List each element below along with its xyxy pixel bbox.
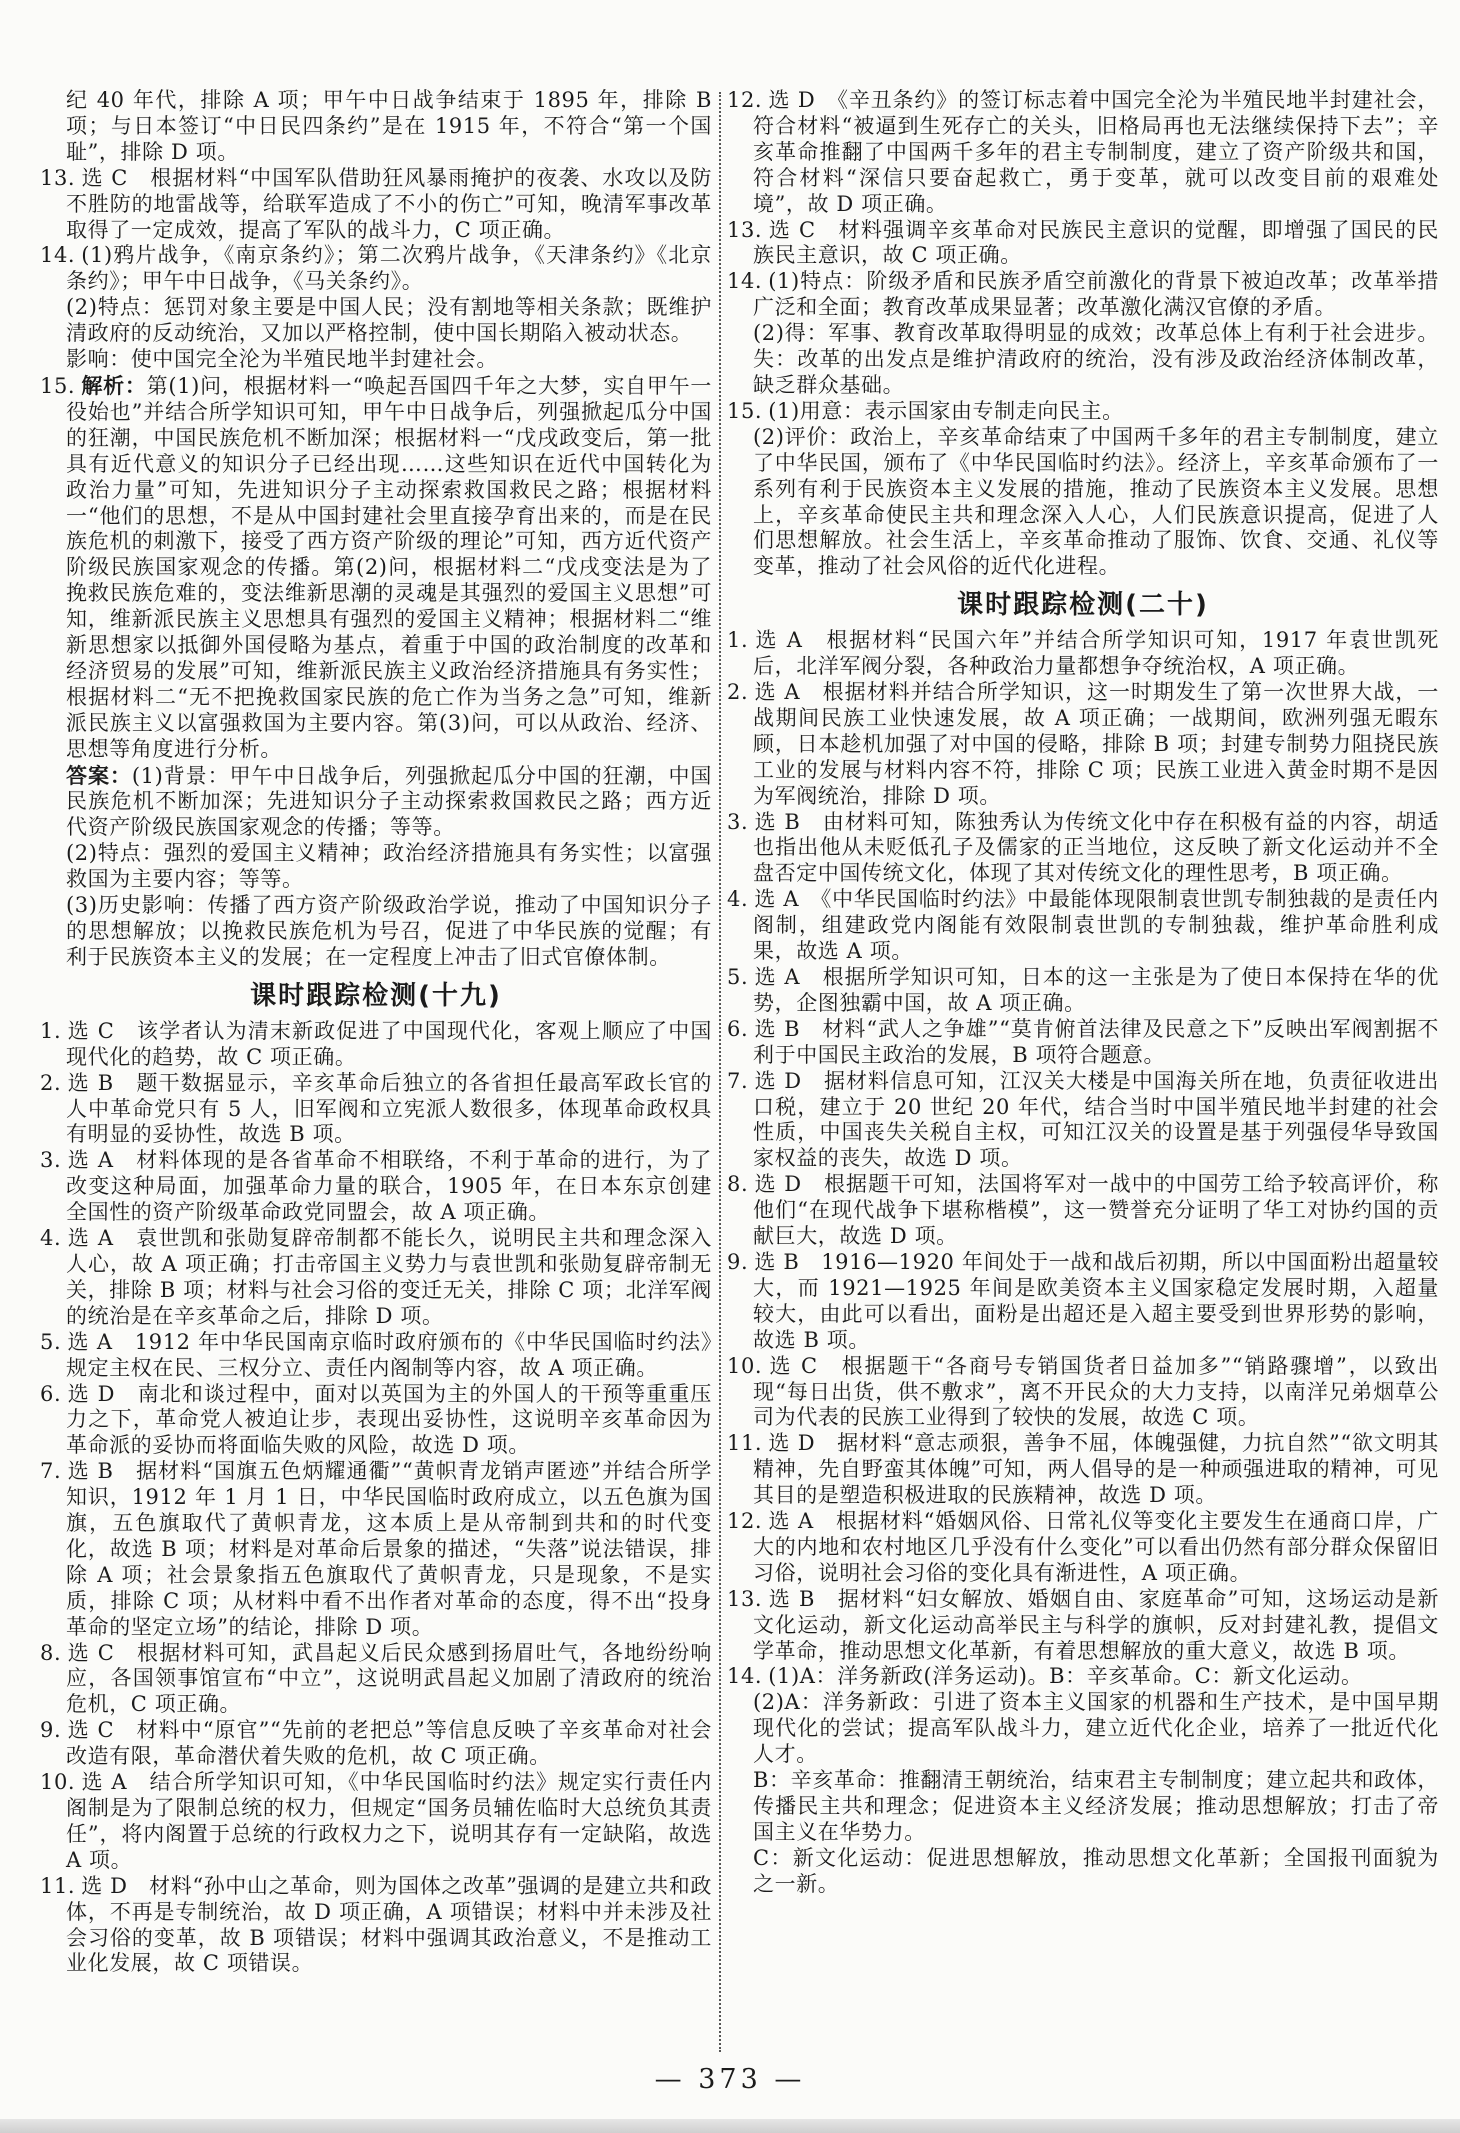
item-number: 5. (727, 965, 749, 989)
answer-item-6 (727, 1017, 1439, 1069)
answer-item-13 (727, 218, 1439, 270)
item-number: 1. (727, 628, 749, 653)
item-number: 4. (40, 1226, 62, 1251)
answer-subparagraph: (2)评价：政治上，辛亥革命结束了中国两千多年的君主专制制度，建立了中华民国，颁布了《中华民国临时约法》。经济上，辛亥革命颁布了一系列有利于民族资本主义发展的措施，推动了民族资本主义发展。思想上，辛亥革命使民主共和理念深入人心，人们民族意识提高，促进了人们思想解放。社会生活上，辛亥革命推动了服饰、饮食、交通、礼仪等变革，推动了社会风俗的近代化进程。 (753, 424, 1439, 579)
item-text: 选 A 材料体现的是各省革命不相联络，不利于革命的进行，为了改变这种局面，加强革命力量的联合，1905 年，在日本东京创建全国性的资产阶级革命政党同盟会，故 A 项正确。 (66, 1148, 712, 1225)
answer-item-12 (727, 1509, 1439, 1587)
item-number: 15. (40, 373, 76, 398)
item-text: 选 B 据材料“国旗五色炳耀通衢”“黄帜青龙销声匿迹”并结合所学知识，1912 年 1 月 1 日，中华民国临时政府成立，以五色旗为国旗，五色旗取代了黄帜青龙，这本质上是从帝制到共和的时代变化，故选 B 项；材料是对革命后景象的描述，“失落”说法错误，排除 A 项；社会景象指五色旗取代了黄帜青龙，只是现象，不是实质，排除 C 项；从材料中看不出作者对革命的态度，得不出“投身革命的坚定立场”的结论，排除 D 项。 (66, 1459, 712, 1639)
item-number: 7. (40, 1459, 62, 1484)
answer-item-6 (40, 1382, 712, 1460)
right-column (727, 88, 1439, 2060)
item-number: 1. (40, 1018, 62, 1043)
answer-subparagraph: (2)特点：强烈的爱国主义精神；政治经济措施具有务实性；以富强救国为主要内容；等等。 (66, 841, 712, 892)
continued-answer: 纪 40 年代，排除 A 项；甲午中日战争结束于 1895 年，排除 B 项；与日本签订“中日民四条约”是在 1915 年，不符合“第一个国耻”，排除 D 项。 (66, 88, 712, 164)
answer-item-14 (727, 1664, 1439, 1690)
answer-item-4 (727, 887, 1439, 965)
page-number: — 373 — (654, 2064, 806, 2095)
item-number: 14. (40, 243, 76, 268)
item-number: 7. (727, 1068, 749, 1093)
answer-subparagraph: (2)得：军事、教育改革取得明显的成效；改革总体上有利于社会进步。失：改革的出发点是维护清政府的统治，没有涉及政治经济体制改革，缺乏群众基础。 (753, 321, 1439, 397)
answer-item-8 (40, 1641, 712, 1719)
item-text: (1)特点：阶级矛盾和民族矛盾空前激化的背景下被迫改革；改革举措广泛和全面；教育改革成果显著；改革激化满汉官僚的矛盾。 (753, 269, 1439, 320)
item-number: 9. (40, 1718, 62, 1743)
answer-item-8 (727, 1172, 1439, 1250)
item-number: 14. (727, 1664, 763, 1689)
item-number: 13. (40, 165, 76, 190)
item-text: 第(1)问，根据材料一“唤起吾国四千年之大梦，实自甲午一役始也”并结合所学知识可知，甲午中日战争后，列强掀起瓜分中国的狂潮，中国民族危机不断加深；根据材料一“戊戌政变后，第一批具有近代意义的知识分子已经出现……这些知识在近代中国转化为政治力量”可知，先进知识分子主动探索救国救民之路；根据材料一“他们的思想，不是从中国封建社会里直接孕育出来的，而是在民族危机的刺激下，接受了西方资产阶级的理论”可知，西方近代资产阶级民族国家观念的传播。第(2)问，根据材料二“戊戌变法是为了挽救民族危难的，变法维新思潮的灵魂是其强烈的爱国主义思想”可知，维新派民族主义思想具有强烈的爱国主义精神；根据材料二“维新思想家以抵御外国侵略为基点，着重于中国的政治制度的改革和经济贸易的发展”可知，维新派民族主义政治经济措施具有务实性；根据材料二“无不把挽救国家民族的危亡作为当务之急”可知，维新派民族主义以富强救国为主要内容。第(3)问，可以从政治、经济、思想等角度进行分析。 (66, 373, 712, 761)
answer-subparagraph: 影响：使中国完全沦为半殖民地半封建社会。 (66, 347, 498, 372)
answer-item-7 (40, 1459, 712, 1640)
analysis-label: 解析： (81, 372, 147, 398)
item-text: 选 A 袁世凯和张勋复辟帝制都不能长久，说明民主共和理念深入人心，故 A 项正确；打击帝国主义势力与袁世凯和张勋复辟帝制无关，排除 B 项；材料与社会习俗的变迁无关，排除 C 项；北洋军阀的统治是在辛亥革命之后，排除 D 项。 (66, 1226, 712, 1328)
item-text: 选 D 据材料信息可知，江汉关大楼是中国海关所在地，负责征收进出口税，建立于 20 世纪 20 年代，结合当时中国半殖民地半封建的社会性质，中国丧失关税自主权，可知江汉关的设置是基于列强侵华导致国家权益的丧失，故选 D 项。 (753, 1068, 1439, 1171)
answer-item-3 (40, 1148, 712, 1226)
answer-item-11 (727, 1431, 1439, 1509)
item-number: 6. (727, 1016, 749, 1041)
item-text: 选 C 材料中“原官”“先前的老把总”等信息反映了辛亥革命对社会改造有限，革命潜伏着失败的危机，故 C 项正确。 (66, 1718, 712, 1769)
item-text: 选 C 材料强调辛亥革命对民族民主意识的觉醒，即增强了国民的民族民主意识，故 C 项正确。 (753, 217, 1439, 268)
item-text: 选 B 题干数据显示，辛亥革命后独立的各省担任最高军政长官的人中革命党只有 5 人，旧军阀和立宪派人数很多，体现革命政权具有明显的妥协性，故选 B 项。 (66, 1070, 712, 1147)
answer-item-5 (727, 965, 1439, 1017)
item-number: 15. (727, 398, 763, 423)
item-number: 8. (727, 1172, 749, 1197)
column-divider (719, 92, 721, 2052)
answer-item-1 (727, 628, 1439, 680)
answer-subparagraph: C：新文化运动：促进思想解放，推动思想文化革新；全国报刊面貌为之一新。 (753, 1845, 1439, 1896)
answer-item-5 (40, 1330, 712, 1382)
answer-label: 答案： (66, 762, 132, 788)
answer-subparagraph: B：辛亥革命：推翻清王朝统治，结束君主专制制度；建立起共和政体，传播民主共和理念；促进资本主义经济发展；推动思想解放；打击了帝国主义在华势力。 (753, 1768, 1439, 1844)
answer-item-2 (727, 680, 1439, 810)
item-number: 5. (40, 1329, 62, 1354)
item-number: 3. (727, 809, 749, 834)
item-text: (1)用意：表示国家由专制走向民主。 (768, 398, 1124, 423)
item-text: 选 D 据材料“意志顽狠，善争不屈，体魄强健，力抗自然”“欲文明其精神，先自野蛮其体魄”可知，两人倡导的是一种顽强进取的精神，可见其目的是塑造积极进取的民族精神，故选 D 项。 (753, 1431, 1439, 1508)
answer-item-14 (40, 243, 712, 295)
item-number: 2. (727, 680, 749, 705)
item-number: 14. (727, 269, 763, 294)
answer-item-13 (40, 166, 712, 244)
item-number: 12. (727, 88, 763, 112)
answer-item-2 (40, 1071, 712, 1149)
left-column (40, 88, 712, 2060)
item-number: 12. (727, 1509, 763, 1534)
item-number: 2. (40, 1070, 62, 1095)
item-number: 10. (727, 1353, 763, 1378)
section-heading-20: 课时跟踪检测(二十) (957, 590, 1209, 621)
item-number: 13. (727, 1586, 763, 1611)
item-number: 13. (727, 217, 763, 242)
answer-item-15 (727, 399, 1439, 425)
item-number: 9. (727, 1249, 749, 1274)
item-text: 选 C 该学者认为清末新政促进了中国现代化，客观上顺应了中国现代化的趋势，故 C 项正确。 (66, 1018, 712, 1069)
item-text: (1)A：洋务新政(洋务运动)。B：辛亥革命。C：新文化运动。 (768, 1664, 1363, 1689)
item-number: 11. (40, 1873, 76, 1898)
answer-item-3 (727, 810, 1439, 888)
answer-item-1 (40, 1019, 712, 1071)
item-number: 6. (40, 1381, 62, 1406)
item-text: (1)背景：甲午中日战争后，列强掀起瓜分中国的狂潮，中国民族危机不断加深；先进知识分子主动探索救国救民之路；西方近代资产阶级民族国家观念的传播；等等。 (66, 763, 712, 840)
item-text: 选 B 据材料“妇女解放、婚姻自由、家庭革命”可知，这场运动是新文化运动，新文化运动高举民主与科学的旗帜，反对封建礼教，提倡文学革命，推动思想文化革新，有着思想解放的重大意义，故选 B 项。 (753, 1586, 1439, 1663)
item-text: 选 A 根据所学知识可知，日本的这一主张是为了使日本保持在华的优势，企图独霸中国，故 A 项正确。 (753, 965, 1439, 1015)
item-number: 3. (40, 1148, 62, 1173)
answer-subparagraph: (2)A：洋务新政：引进了资本主义国家的机器和生产技术，是中国早期现代化的尝试；提高军队战斗力，建立近代化企业，培养了一批近代化人才。 (753, 1690, 1439, 1767)
answer-item-10 (727, 1354, 1439, 1432)
answer-subparagraph: (2)特点：惩罚对象主要是中国人民；没有割地等相关条款；既维护清政府的反动统治，又加以严格控制，使中国长期陷入被动状态。 (66, 295, 712, 346)
answer-item-9 (727, 1250, 1439, 1354)
item-text: 选 A 根据材料并结合所学知识，这一时期发生了第一次世界大战，一战期间民族工业快速发展，故 A 项正确；一战期间，欧洲列强无暇东顾，日本趁机加强了对中国的侵略，排除 B 项；封建专制势力阻挠民族工业的发展与材料内容不符，排除 C 项；民族工业进入黄金时期不是因为军阀统治，排除 D 项。 (753, 680, 1439, 808)
item-text: 选 B 1916—1920 年间处于一战和战后初期，所以中国面粉出超量较大，而 1921—1925 年间是欧美资本主义国家稳定发展时期，入超量较大，由此可以看出，面粉是出超还是入超主要受到世界形势的影响，故选 B 项。 (753, 1249, 1439, 1352)
scan-edge (0, 2119, 1460, 2133)
answer-item-14 (727, 269, 1439, 321)
item-text: 选 A 结合所学知识可知，《中华民国临时约法》规定实行责任内阁制是为了限制总统的权力，但规定“国务员辅佐临时大总统负其责任”，将内阁置于总统的行政权力之下，说明其存有一定缺陷，故选 A 项。 (66, 1770, 712, 1872)
item-text: 选 D 材料“孙中山之革命，则为国体之改革”强调的是建立共和政体，不再是专制统治，故 D 项正确，A 项错误；材料中并未涉及社会习俗的变革，故 B 项错误；材料中强调其政治意义，不是推动工业化发展，故 C 项错误。 (66, 1873, 712, 1976)
answer-item-7 (727, 1069, 1439, 1173)
answer-item-13 (727, 1587, 1439, 1665)
answer-item-11 (40, 1874, 712, 1978)
item-text: 选 D 《辛丑条约》的签订标志着中国完全沦为半殖民地半封建社会，符合材料“被逼到生死存亡的关头，旧格局再也无法继续保持下去”；辛亥革命推翻了中国两千多年的君主专制制度，建立了资产阶级共和国，符合材料“深信只要奋起救亡，勇于变革，就可以改变目前的艰难处境”，故 D 项正确。 (753, 88, 1439, 216)
section-heading-19: 课时跟踪检测(十九) (250, 980, 502, 1011)
answer-item-9 (40, 1718, 712, 1770)
item-text: 选 B 材料“武人之争雄”“莫肯俯首法律及民意之下”反映出军阀割据不利于中国民主政治的发展，B 项符合题意。 (753, 1016, 1439, 1067)
item-text: 选 B 由材料可知，陈独秀认为传统文化中存在积极有益的内容，胡适也指出他从未贬低孔子及儒家的正当地位，这反映了新文化运动并不全盘否定中国传统文化，体现了其对传统文化的理性思考，B 项正确。 (753, 809, 1439, 886)
item-text: 选 C 根据材料可知，武昌起义后民众感到扬眉吐气，各地纷纷响应，各国领事馆宣布“中立”，这说明武昌起义加剧了清政府的统治危机，C 项正确。 (66, 1640, 712, 1717)
item-text: 选 A 根据材料“民国六年”并结合所学知识可知，1917 年袁世凯死后，北洋军阀分裂，各种政治力量都想争夺统治权，A 项正确。 (753, 628, 1439, 679)
answer-item-4 (40, 1226, 712, 1330)
answer-subparagraph (40, 763, 712, 842)
item-number: 11. (727, 1431, 763, 1456)
item-number: 4. (727, 887, 749, 912)
item-number: 8. (40, 1640, 62, 1665)
item-text: 选 D 南北和谈过程中，面对以英国为主的外国人的干预等重重压力之下，革命党人被迫让步，表现出妥协性，这说明辛亥革命因为革命派的妥协而将面临失败的风险，故选 D 项。 (66, 1381, 712, 1458)
answer-subparagraph: (3)历史影响：传播了西方资产阶级政治学说，推动了中国知识分子的思想解放；以挽救民族危机为号召，促进了中华民族的觉醒；有利于民族资本主义的发展；在一定程度上冲击了旧式官僚体制。 (66, 893, 712, 969)
answer-item-10 (40, 1770, 712, 1874)
item-text: 选 A 1912 年中华民国南京临时政府颁布的《中华民国临时约法》规定主权在民、三权分立、责任内阁制等内容，故 A 项正确。 (66, 1329, 712, 1380)
item-text: 选 A 《中华民国临时约法》中最能体现限制袁世凯专制独裁的是责任内阁制，组建政党内阁能有效限制袁世凯的专制独裁，维护革命胜利成果，故选 A 项。 (753, 887, 1439, 964)
item-number: 10. (40, 1770, 76, 1795)
item-text: 选 A 根据材料“婚姻风俗、日常礼仪等变化主要发生在通商口岸，广大的内地和农村地区几乎没有什么变化”可以看出仍然有部分群众保留旧习俗，说明社会习俗的变化具有渐进性，A 项正确。 (753, 1509, 1439, 1585)
answer-item-15 (40, 373, 712, 763)
item-text: 选 C 根据题干“各商号专销国货者日益加多”“销路骤增”，以致出现“每日出货，供不敷求”，离不开民众的大力支持，以南洋兄弟烟草公司为代表的民族工业得到了较快的发展，故选 C 项。 (753, 1353, 1439, 1430)
item-text: 选 C 根据材料“中国军队借助狂风暴雨掩护的夜袭、水攻以及防不胜防的地雷战等，给联军造成了不小的伤亡”可知，晚清军事改革取得了一定成效，提高了军队的战斗力，C 项正确。 (66, 165, 712, 242)
answer-item-12 (727, 88, 1439, 218)
item-text: (1)鸦片战争，《南京条约》；第二次鸦片战争，《天津条约》《北京条约》；甲午中日战争，《马关条约》。 (66, 243, 712, 294)
item-text: 选 D 根据题干可知，法国将军对一战中的中国劳工给予较高评价，称他们“在现代战争下堪称楷模”，这一赞誉充分证明了华工对协约国的贡献巨大，故选 D 项。 (753, 1172, 1439, 1249)
